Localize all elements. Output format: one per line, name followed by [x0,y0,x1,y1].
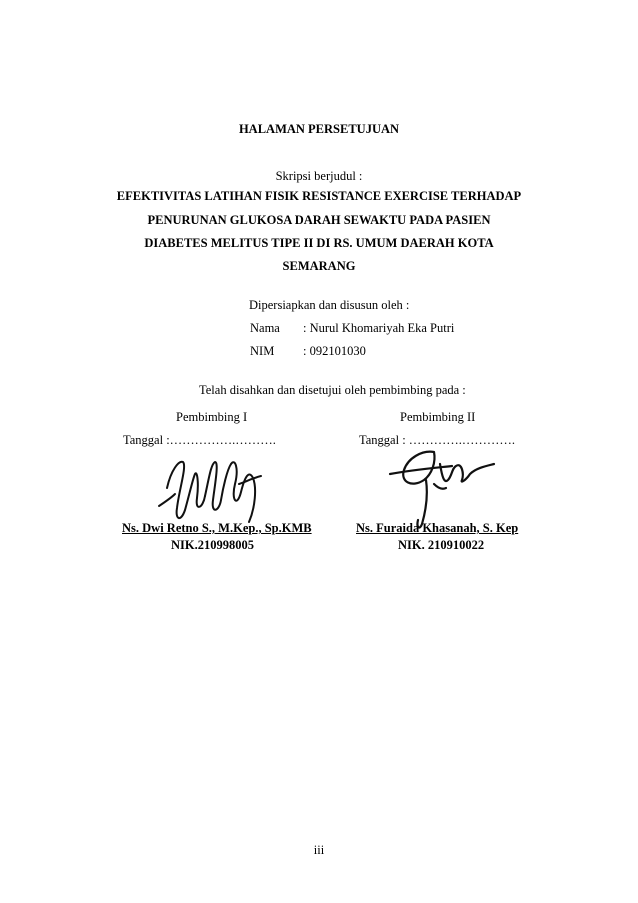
author-nim-value: : 092101030 [303,344,366,358]
author-name-value: : Nurul Khomariyah Eka Putri [303,321,455,335]
thesis-title-line: SEMARANG [282,259,356,273]
thesis-intro: Skripsi berjudul : [275,169,363,183]
thesis-title-line: PENURUNAN GLUKOSA DARAH SEWAKTU PADA PASIEN [147,213,491,227]
supervisor-nik: NIK.210998005 [171,538,254,552]
author-name-label: Nama [250,321,280,335]
supervisor-role: Pembimbing II [400,410,476,424]
page-heading: HALAMAN PERSETUJUAN [238,122,400,136]
supervisor-name: Ns. Dwi Retno S., M.Kep., Sp.KMB [122,521,312,535]
supervisor-date: Tanggal : ………….…………. [359,433,516,447]
page-number: iii [313,843,325,857]
supervisor-nik: NIK. 210910022 [398,538,485,552]
thesis-title-line: EFEKTIVITAS LATIHAN FISIK RESISTANCE EXERCISE TERHADAP [116,189,522,203]
prepared-by-label: Dipersiapkan dan disusun oleh : [249,298,410,312]
author-nim-label: NIM [250,344,275,358]
supervisor-role: Pembimbing I [176,410,248,424]
supervisor-name: Ns. Furaida Khasanah, S. Kep [356,521,519,535]
thesis-title-line: DIABETES MELITUS TIPE II DI RS. UMUM DAERAH KOTA [144,236,494,250]
supervisor-date: Tanggal :…………….………. [123,433,276,447]
approval-statement: Telah disahkan dan disetujui oleh pembimbing pada : [199,383,466,397]
signature-1-icon [145,448,275,530]
